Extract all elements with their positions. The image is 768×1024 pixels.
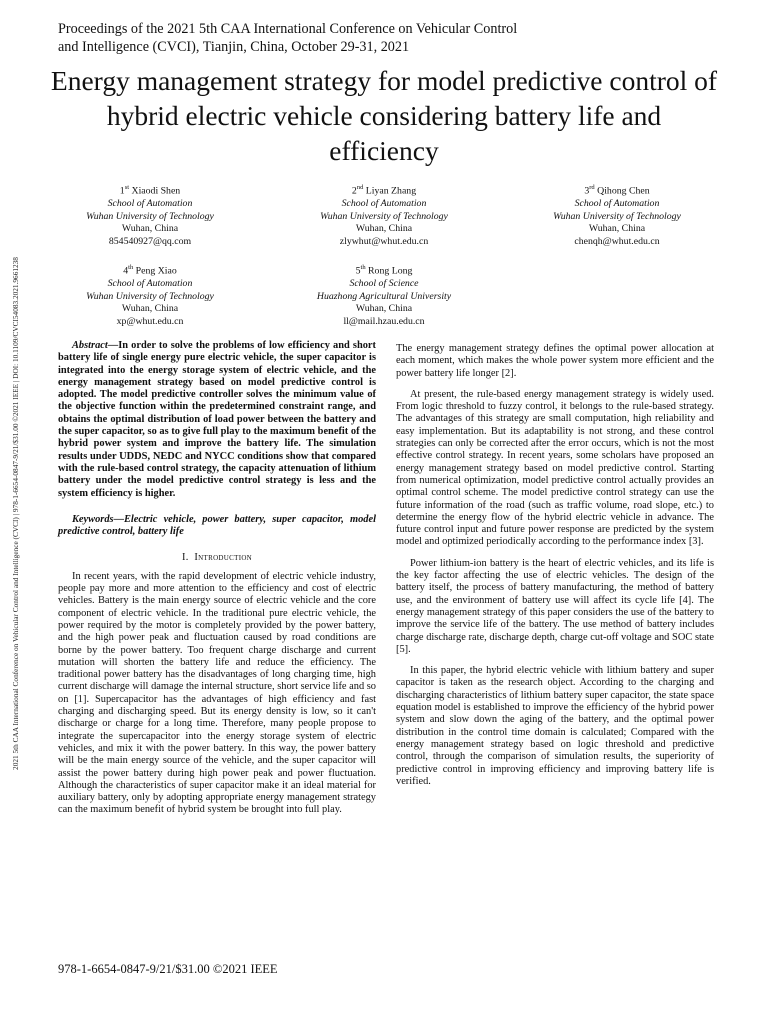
left-column — [58, 340, 376, 817]
right-paragraph-2: At present, the rule-based energy management strategy is widely used. From logic threshold to fuzzy control, it belongs to the rule-based strategy. The advantages of this strategy are small computation, high reliability and easy implementation. But its adaptability is not strong, and these control strategies can only be corrected after the error occurs, which is not the most effective control strategy. In recent years, some scholars have proposed an energy management strategy based on model predictive control. Starting from numerical optimization, model predictive control actually provides an optimal control scheme. The model predictive control strategy can use the future information of the road (such as traffic volume, road slope, etc.) to determine the energy flow of the hybrid electric vehicle in advance. The future control input and future power response are predicted by the system model and optimized periodically according to the performance index [3]. — [396, 388, 714, 548]
right-paragraph-4: In this paper, the hybrid electric vehicle with lithium battery and super capacitor is taken as the research object. According to the charging and discharging characteristics of lithium battery super capacitor, the state space equation model is established to improve the efficiency of the hybrid power system and slow down the aging of the battery, and the optimal power distribution in the control time domain is calculated; Compared with the energy management strategy based on logic threshold and predictive control, through the comparison of simulation results, the superiority of predictive control in improving efficiency and improving battery life is verified. — [396, 665, 714, 787]
author-dept: School of Automation — [574, 197, 660, 209]
copyright-notice: 978-1-6654-0847-9/21/$31.00 ©2021 IEEE — [58, 962, 278, 976]
right-paragraph-1: The energy management strategy defines the optimal power allocation at each moment, which makes the whole power system more efficient and the power battery life longer [2]. — [396, 343, 714, 379]
author-name: 1st Xiaodi Shen — [119, 184, 181, 197]
author-name: 2nd Liyan Zhang — [351, 184, 417, 197]
right-column — [396, 343, 714, 788]
author-email: 854540927@qq.com — [108, 236, 192, 248]
author-univ: Wuhan University of Technology — [320, 210, 448, 222]
abstract-text: —In order to solve the problems of low efficiency and short battery life of single energy pure electric vehicle, the super capacitor is integrated into the energy storage system of electric vehicle, and the energy management strategy based on model predictive control is adopted. The model predictive controller solves the minimum value of the objective function within the predetermined constraint range, and obtains the optimal distribution of load power between the battery and the super capacitor, so as to give full play to the maximum benefit of the hybrid power system and improve the battery life. The simulation results under UDDS, NEDC and NYCC conditions show that compared with the rule-based control strategy, the capacity attenuation of lithium battery under the model predictive control strategy is less and the system efficiency is higher. — [58, 340, 376, 499]
author-block-5 — [269, 262, 499, 329]
abstract-label: Abstract — [72, 340, 108, 351]
side-identifier-text: 2021 5th CAA International Conference on Vehicular Control and Intelligence (CVCI) | 978-1-6654-0847-9/21/$31.00 ©2021 IEEE | DOI: 10.1109/CVCI54083.2021.9661238 — [10, 256, 20, 770]
keywords: Keywords—Electric vehicle, power battery, super capacitor, model predictive control, battery life — [58, 513, 376, 538]
proceedings-header — [58, 20, 718, 56]
author-email: chenqh@whut.edu.cn — [574, 236, 660, 248]
author-block-3 — [502, 182, 732, 249]
author-city: Wuhan, China — [355, 303, 413, 315]
proceedings-line-1: Proceedings of the 2021 5th CAA International Conference on Vehicular Control — [58, 21, 518, 37]
author-name: 4th Peng Xiao — [123, 264, 177, 277]
right-paragraph-3: Power lithium-ion battery is the heart of electric vehicles, and its life is the key factor affecting the use of electric vehicles. The design of the battery itself, the process of battery manufacturing, the method of battery use, and the environment of battery use will affect its cycle life [4]. The energy management strategy of this paper considers the use of the battery to improve the service life of the battery. The use method of battery includes charge discharge rate, discharge depth, charge cut-off voltage and SOC state [5]. — [396, 557, 714, 655]
author-univ: Huazhong Agricultural University — [316, 290, 452, 302]
author-dept: School of Science — [349, 277, 419, 289]
author-dept: School of Automation — [107, 277, 193, 289]
author-city: Wuhan, China — [588, 223, 646, 235]
author-block-4 — [35, 262, 265, 329]
proceedings-line-2: and Intelligence (CVCI), Tianjin, China, October 29-31, 2021 — [58, 39, 410, 55]
author-univ: Wuhan University of Technology — [86, 290, 214, 302]
author-dept: School of Automation — [107, 197, 193, 209]
author-city: Wuhan, China — [355, 223, 413, 235]
paper-title: Energy management strategy for model predictive control of hybrid electric vehicle considering battery life and efficiency — [50, 65, 718, 166]
author-email: xp@whut.edu.cn — [116, 316, 184, 328]
author-email: zlywhut@whut.edu.cn — [339, 236, 429, 248]
author-dept: School of Automation — [341, 197, 427, 209]
author-city: Wuhan, China — [121, 303, 179, 315]
section-title: Introduction — [194, 552, 253, 564]
side-identifier — [8, 168, 22, 858]
author-name: 5th Rong Long — [355, 264, 413, 277]
section-heading-introduction — [58, 552, 376, 564]
author-block-1 — [35, 182, 265, 249]
author-univ: Wuhan University of Technology — [553, 210, 681, 222]
intro-paragraph-left: In recent years, with the rapid development of electric vehicle industry, people pay more and more attention to the efficiency and cost of electric vehicles. Battery is the main energy source of electric vehicle and the core component of electric vehicle. In the traditional pure electric vehicle, the power required by the motor is completely provided by the power battery, and the high power peak and fluctuation caused by road conditions are borne by the power battery. Too frequent charge discharge and current mutation will shorten the battery life and reduce the efficiency. The traditional power battery has the disadvantages of long charging time, high current discharge will damage the internal structure, short service life and so on [1]. Supercapacitor has the advantages of high efficiency and fast charging and discharging speed. But its energy density is low, so it can't discharge or charge for a long time. Therefore, many people propose to integrate the supercapacitor into the energy storage system of electric vehicles, and mix it with the power battery. In this way, the power battery will be the main energy source of the vehicle, and the super capacitor will assist the power battery during high power peak and power fluctuation. Although the characteristics of super capacitor make it an ideal material for auxiliary battery, only by adopting appropriate energy management strategy can the maximum benefit of hybrid system be brought into full play. — [58, 570, 376, 816]
author-city: Wuhan, China — [121, 223, 179, 235]
section-number: I. — [181, 552, 189, 564]
author-univ: Wuhan University of Technology — [86, 210, 214, 222]
abstract — [58, 340, 376, 500]
author-email: ll@mail.hzau.edu.cn — [343, 316, 425, 328]
author-name: 3rd Qihong Chen — [584, 184, 650, 197]
author-block-2 — [269, 182, 499, 249]
